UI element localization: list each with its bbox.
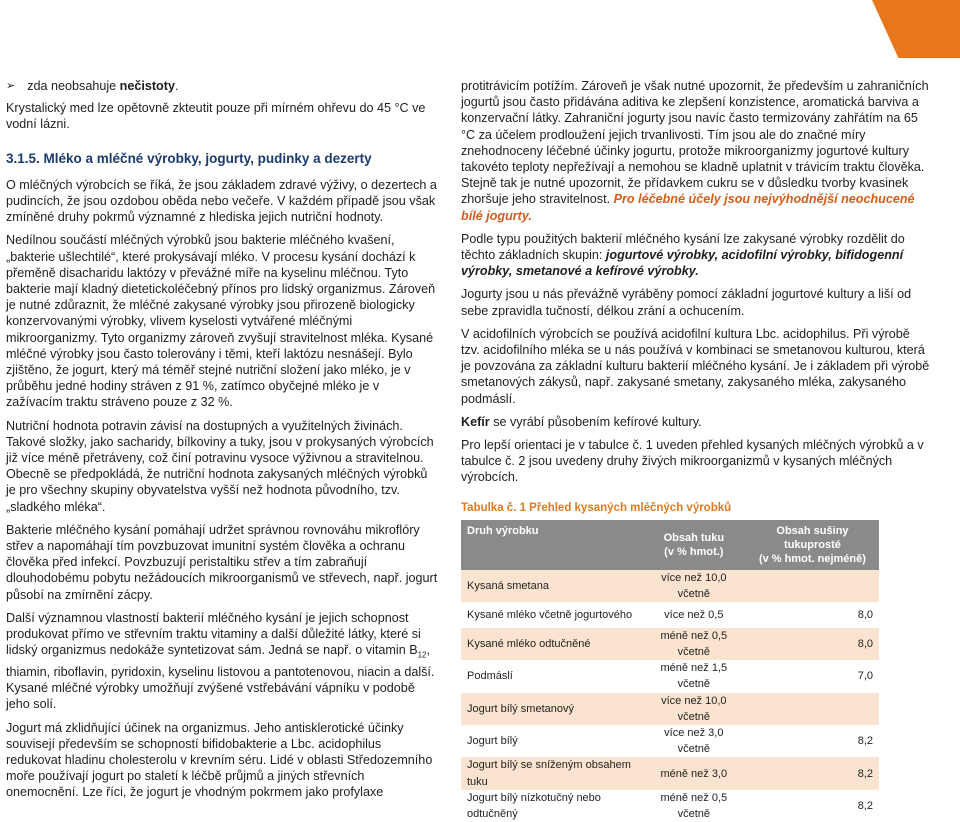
cell-product: Jogurt bílý nízkotučný nebo odtučněný bbox=[461, 790, 642, 822]
cell-dry-matter: 7,0 bbox=[746, 660, 879, 692]
cell-product: Kysaná smetana bbox=[461, 570, 642, 602]
header-dry-matter: Obsah sušiny tukuprosté (v % hmot. nejméně) bbox=[746, 520, 879, 570]
bullet-text: zda neobsahuje bbox=[27, 79, 120, 93]
table-caption: Tabulka č. 1 Přehled kysaných mléčných výrobků bbox=[461, 501, 732, 514]
products-table bbox=[461, 520, 879, 822]
paragraph: O mléčných výrobcích se říká, že jsou základem zdravé výživy, o dezertech a pudincích, že jsou ozdobou oběda nebo večeře. V každém případě jsou však zmíněné druhy pokrmů významné z hlediska jejich nutriční hodnoty. bbox=[6, 177, 437, 225]
paragraph bbox=[6, 610, 438, 713]
cell-product: Kysané mléko včetně jogurtového bbox=[461, 602, 642, 628]
table-row bbox=[461, 602, 879, 628]
paragraph-part: Další významnou vlastností bakterií mléčného kysání je jejich schopnost produkovat přímo ve střevním traktu vitaminy a další důležité látky, které si lidský organizmus nedokáže syntetizovat sám. Jedná se např. o vitamin B bbox=[6, 610, 421, 658]
table-row bbox=[461, 693, 879, 725]
cell-fat: více než 3,0 včetně bbox=[642, 725, 746, 757]
emphasized-text: jogurtové výrobky, acidofilní výrobky, bifidogenní výrobky, smetanové a kefírové výrobky. bbox=[461, 248, 904, 279]
paragraph-part: Podle typu použitých bakterií mléčného kysání lze zakysané výrobky rozdělit do těchto základních skupin: bbox=[461, 231, 905, 263]
table-header-row bbox=[461, 520, 879, 570]
paragraph: Nutriční hodnota potravin závisí na dostupných a využitelných živinách. Takové složky, jako sacharidy, bílkoviny a tuky, jsou v prokysaných výrobcích již více méně přetráveny, což činí potravinu vysoce výživnou a stravitelnou. Obecně se předpokládá, že nutriční hodnota zakysaných mléčných výrobků je pro všechny skupiny obyvatelstva vyšší než hodnota původního, tzv. „sladkého mléka“. bbox=[6, 418, 434, 514]
table-row bbox=[461, 725, 879, 757]
table-row bbox=[461, 628, 879, 660]
page-number: 9 bbox=[883, 36, 890, 50]
bullet-suffix: . bbox=[174, 79, 179, 93]
right-column bbox=[461, 78, 931, 822]
cell-dry-matter: 8,2 bbox=[746, 757, 879, 789]
cell-fat: méně než 0,5 včetně bbox=[642, 628, 746, 660]
paragraph-part: se vyrábí působením kefírové kultury. bbox=[489, 414, 702, 429]
cell-fat: více než 10,0 včetně bbox=[642, 693, 746, 725]
cell-product: Jogurt bílý se sníženým obsahem tuku bbox=[461, 757, 642, 789]
bullet-bold-text: nečistoty bbox=[119, 79, 175, 93]
cell-product: Jogurt bílý bbox=[461, 725, 642, 757]
cell-dry-matter: 8,0 bbox=[746, 602, 879, 628]
cell-product: Jogurt bílý smetanový bbox=[461, 693, 642, 725]
cell-dry-matter bbox=[746, 693, 879, 725]
cell-product: Kysané mléko odtučněné bbox=[461, 628, 642, 660]
cell-dry-matter: 8,2 bbox=[746, 790, 879, 822]
paragraph: V acidofilních výrobcích se používá acidofilní kultura Lbc. acidophilus. Při výrobě tzv. acidofilního mléka se u nás používá v kombinaci se smetanovou kulturou, která je povzována za základní kulturu bakterií mléčného kysání. Je i základem při výrobě smetanových zákysů, např. zakysané smetany, zakysaného mléka, zakysaného podmáslí. bbox=[461, 326, 930, 406]
paragraph bbox=[461, 414, 931, 430]
paragraph: Nedílnou součástí mléčných výrobků jsou bakterie mléčného kvašení, „bakterie ušlechtilé“, které prokysávají mléko. V procesu kysání dochází k přeměně disacharidu laktózy v převážné míře na kyselinu mléčnou. Tyto bakterie mají kladný dietetickoléčebný přínos pro lidský organizmus. Zároveň je nutné zdůraznit, že mléčné zakysané výrobky jsou přirozeně biologicky konzervovanými výrobky, vlivem kyselosti vytvářené mléčnými mikroorganizmy. Tyto organizmy zároveň zvyšují stravitelnost mléka. Kysané mléčné výrobky jsou často tolerovány i těmi, kteří laktózu nesnášejí. Bylo zjištěno, že jogurt, který má téměř stejné nutriční složení jako mléko, je v průběhu jedné hodiny stráven z 91 %, zatímco obyčejné mléko je v zažívacím traktu stráveno pouze z 32 %. bbox=[6, 233, 436, 410]
paragraph: Pro lepší orientaci je v tabulce č. 1 uveden přehled kysaných mléčných výrobků a v tabulce č. 2 jsou uvedeny druhy živých mikroorganizmů v kysaných mléčných výrobcích. bbox=[461, 438, 924, 485]
paragraph-part: , thiamin, riboflavin, pyridoxin, kyselinu listovou a pantotenovou, niacin a další. Kysané mléčné výrobky umožňují zvýšené vstřebávání vápníku v podobě jeho solí. bbox=[6, 643, 435, 712]
table-row bbox=[461, 790, 879, 822]
paragraph: Jogurty jsou u nás převážně vyráběny pomocí základní jogurtové kultury a liší od sebe zpravidla tučností, délkou zrání a ochucením. bbox=[461, 287, 912, 318]
cell-dry-matter: 8,2 bbox=[746, 725, 879, 757]
header-product: Druh výrobku bbox=[461, 520, 642, 570]
paragraph-part: protitrávicím potížím. Zároveň je však nutné upozornit, že především u zahraničních jogurtů jsou často přidávána aditiva ke zlepšení konzistence, aromatická barviva a konzervační látky. Zahraniční jogurty jsou navíc často termizovány zahřátím na 65 °C za účelem prodloužení jejich trvanlivosti. Tím jsou ale do značné míry znehodnoceny léčebné účinky jogurtu, protože mikroorganizmy jogurtové kultury takovéto teploty nepřežívají a nemohou se kladně uplatnit v trávicím traktu člověka. Stejně tak je nutné upozornit, že přídavkem cukru se v důsledku tvorby kvasinek zhoršuje jeho stravitelnost. bbox=[461, 79, 929, 207]
cell-fat: méně než 3,0 bbox=[642, 757, 746, 789]
cell-fat: méně než 0,5 včetně bbox=[642, 790, 746, 822]
left-column bbox=[6, 78, 438, 808]
paragraph bbox=[461, 78, 931, 224]
subscript: 12 bbox=[417, 650, 427, 660]
cell-fat: méně než 1,5 včetně bbox=[642, 660, 746, 692]
cell-dry-matter: 8,0 bbox=[746, 628, 879, 660]
arrow-bullet-icon: ➢ bbox=[6, 80, 16, 92]
paragraph: Bakterie mléčného kysání pomáhají udržet správnou rovnováhu mikroflóry střev a napomáhají tím povzbuzovat imunitní systém člověka a ochranu člověka před infekcí. Povzbuzují peristaltiku střev a tím zabraňují dlouhodobému pobytu nežádoucích mikroorganismů ve střevech, např. jogurt působí na zmírnění zácpy. bbox=[6, 522, 438, 602]
paragraph: Jogurt má zklidňující účinek na organizmus. Jeho antisklerotické účinky souvisejí především se schopností bifidobakterie a Lbc. acidophilus redukovat hladinu cholesterolu v krevním séru. Lidé v oblasti Středozemního moře používají jogurt po staletí k léčbě průjmů a jiných střevních onemocnění. Lze říci, že jogurt je vhodným pokrmem jako profylaxe bbox=[6, 720, 433, 800]
highlighted-text: Pro léčebné účely jsou nejvýhodnější neochucené bílé jogurty. bbox=[461, 192, 915, 223]
section-heading: 3.1.5. Mléko a mléčné výrobky, jogurty, pudinky a dezerty bbox=[6, 150, 372, 166]
cell-fat: více než 0,5 bbox=[642, 602, 746, 628]
cell-dry-matter bbox=[746, 570, 879, 602]
table-row bbox=[461, 570, 879, 602]
table-row bbox=[461, 660, 879, 692]
bold-term: Kefír bbox=[461, 414, 490, 429]
bullet-item bbox=[6, 78, 438, 94]
header-fat: Obsah tuku (v % hmot.) bbox=[642, 520, 746, 570]
cell-product: Podmáslí bbox=[461, 660, 642, 692]
paragraph bbox=[461, 231, 931, 280]
paragraph: Krystalický med lze opětovně zkteutit pouze při mírném ohřevu do 45 °C ve vodní lázni. bbox=[6, 101, 426, 132]
table-row bbox=[461, 757, 879, 789]
cell-fat: více než 10,0 včetně bbox=[642, 570, 746, 602]
